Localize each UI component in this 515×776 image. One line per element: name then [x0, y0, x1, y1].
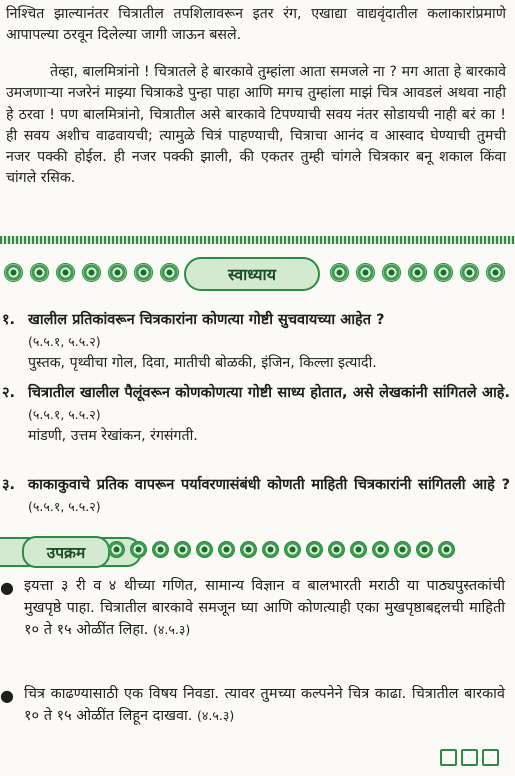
flower-icon [328, 541, 345, 558]
bullet-icon: ● [0, 578, 14, 597]
flower-icon [56, 263, 75, 282]
square-icon [461, 749, 478, 766]
flower-icon [82, 263, 101, 282]
flower-icon [240, 541, 257, 558]
flower-icon [284, 541, 301, 558]
question-number: ३. [2, 477, 16, 493]
flower-icon [438, 541, 455, 558]
activity-code: (४.५.३) [153, 622, 191, 637]
flower-icon [196, 541, 213, 558]
flower-ornament-right [330, 263, 505, 282]
activity-code: (४.५.३) [197, 708, 235, 723]
activity-item-2 [0, 683, 505, 727]
question-answer: पुस्तक, पृथ्वीचा गोल, दिवा, मातीची बोळकी, इंजिन, किल्ला इत्यादी. [28, 355, 377, 371]
flower-icon [330, 263, 349, 282]
question-code: (५.५.१, ५.५.२) [28, 407, 101, 422]
intro-paragraph-1: निश्चित झाल्यानंतर चित्रातील तपशिलावरून इतर रंग, एखाद्या वाद्यवृंदातील कलाकारांप्रमाणे आपापल्या ठरवून दिलेल्या जागी जाऊन बसले. [6, 6, 506, 44]
flower-icon [30, 263, 49, 282]
flower-ornament-upakram [108, 541, 455, 558]
activity-item-1 [0, 575, 505, 641]
question-text: चित्रातील खालील पैलूंवरून कोणकोणत्या गोष्टी साध्य होतात, असे लेखकांनी सांगितले आहे. [28, 385, 510, 401]
flower-icon [218, 541, 235, 558]
flower-icon [130, 541, 147, 558]
question-text: काकाकुवाचे प्रतिक वापरून पर्यावरणासंबंधी कोणती माहिती चित्रकारांनी सांगितली आहे ? [28, 477, 510, 493]
flower-icon [108, 541, 125, 558]
bullet-icon: ● [0, 686, 14, 705]
flower-icon [460, 263, 479, 282]
question-3 [0, 475, 510, 518]
flower-icon [394, 541, 411, 558]
question-code: (५.५.१, ५.५.२) [28, 334, 101, 349]
question-text: खालील प्रतिकांवरून चित्रकारांना कोणत्या गोष्टी सुचवायच्या आहेत ? [28, 312, 385, 328]
flower-ornament-left [4, 263, 179, 282]
flower-icon [152, 541, 169, 558]
flower-icon [160, 263, 179, 282]
end-ornament [440, 749, 499, 766]
flower-icon [356, 263, 375, 282]
flower-icon [350, 541, 367, 558]
flower-icon [382, 263, 401, 282]
question-2 [0, 383, 510, 447]
section-divider-stripe [0, 236, 515, 244]
flower-icon [262, 541, 279, 558]
flower-icon [372, 541, 389, 558]
flower-icon [486, 263, 505, 282]
flower-icon [434, 263, 453, 282]
flower-icon [134, 263, 153, 282]
flower-icon [408, 263, 427, 282]
question-1 [0, 310, 510, 374]
question-answer: मांडणी, उत्तम रेखांकन, रंगसंगती. [28, 428, 198, 444]
square-icon [440, 749, 457, 766]
question-number: २. [2, 385, 16, 401]
flower-icon [174, 541, 191, 558]
flower-icon [108, 263, 127, 282]
question-code: (५.५.१, ५.५.२) [28, 499, 101, 514]
activity-text: चित्र काढण्यासाठी एक विषय निवडा. त्यावर तुमच्या कल्पनेने चित्र काढा. चित्रातील बारकावे १० ते १५ ओळींत लिहून दाखवा. [24, 686, 505, 724]
flower-icon [416, 541, 433, 558]
question-number: १. [2, 312, 16, 328]
activity-text: इयत्ता ३ री व ४ थीच्या गणित, सामान्य विज्ञान व बालभारती मराठी या पाठ्यपुस्तकांची मुखपृष्ठे पाहा. चित्रातील बारकावे समजून घ्या आणि कोणत्याही एका मुखपृष्ठाबद्दलची माहिती १० ते १५ ओळींत लिहा. [24, 578, 505, 638]
section-heading-upakram: उपक्रम [22, 536, 110, 568]
flower-icon [306, 541, 323, 558]
intro-paragraph-2: तेव्हा, बालमित्रांनो ! चित्रातले हे बारकावे तुम्हांला आता समजले ना ? मग आता हे बारकावे उमजणाऱ्या नजरेनं माझ्या चित्राकडे पुन्हा पाहा आणि मगच तुम्हांला माझं चित्र आवडलं अथवा नाही हे ठरवा ! पण बालमित्रांनो, चित्रातील असे बारकावे टिपण्याची सवय नंतर सोडायची नाही बरं का ! ही सवय अशीच वाढवायची; त्यामुळे चित्रं पाहण्याची, चित्राचा आनंद व आस्वाद घेण्याची तुमची नजर पक्की होईल. ही नजर पक्की झाली, की एकतर तुम्ही चांगले चित्रकार बनू शकाल किंवा चांगले रसिक. [6, 64, 506, 187]
flower-icon [4, 263, 23, 282]
square-icon [482, 749, 499, 766]
section-heading-swadhyay: स्वाध्याय [184, 257, 320, 291]
